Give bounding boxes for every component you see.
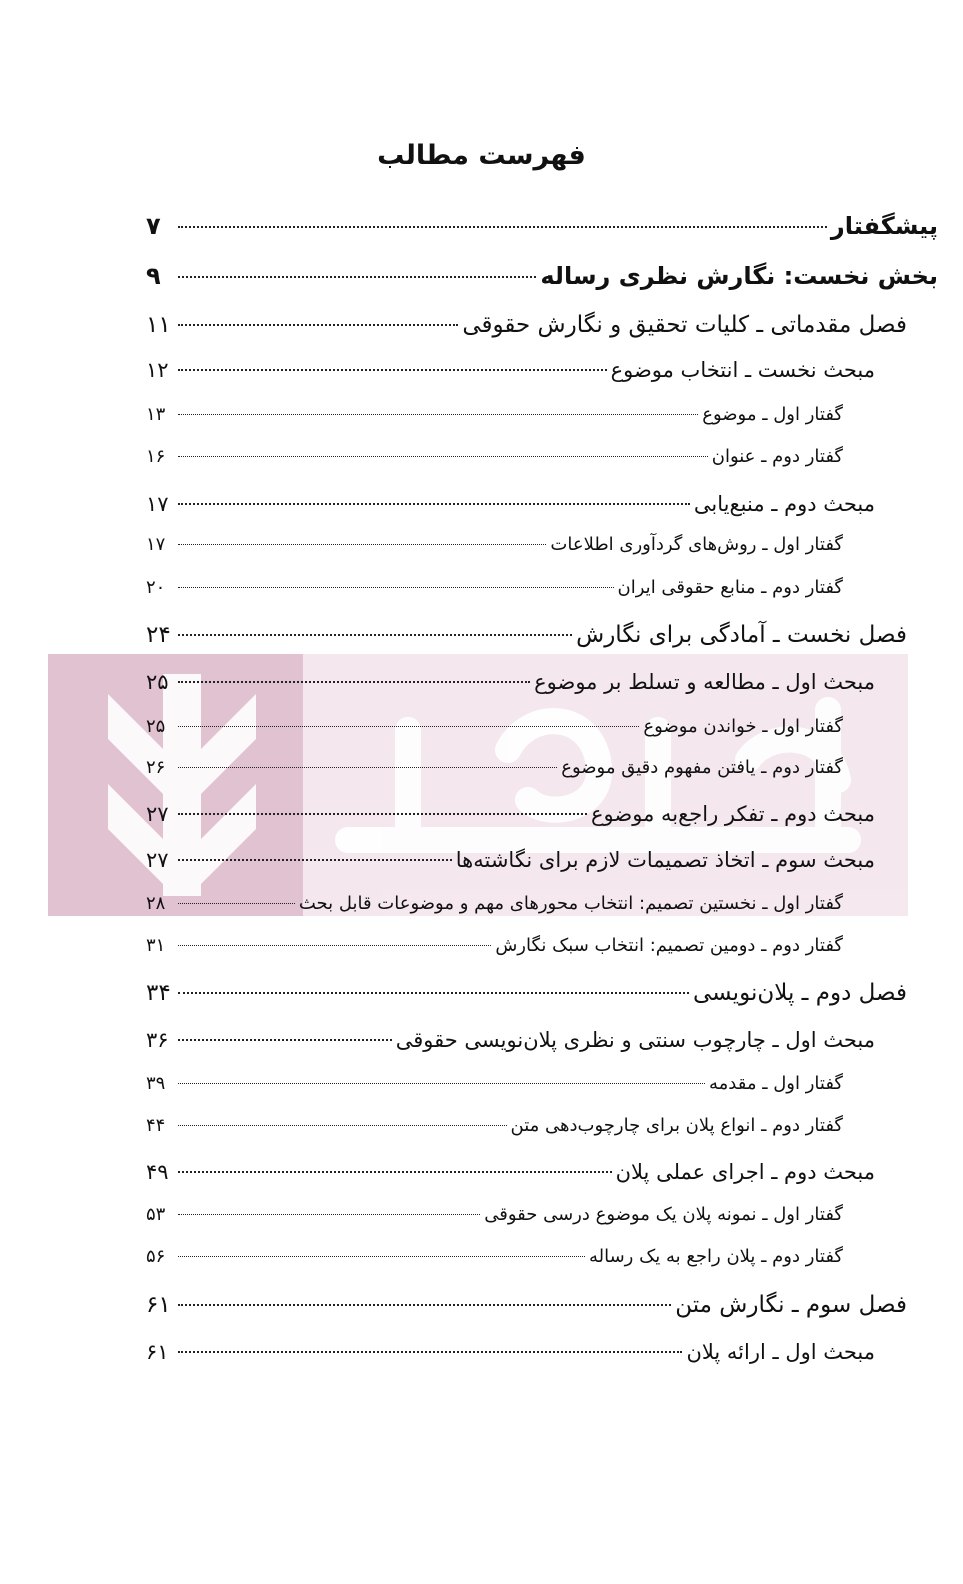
toc-entry[interactable] (146, 1340, 875, 1364)
toc-entry-page: ۳۴ (146, 980, 171, 1006)
toc-entry-page: ۲۸ (146, 893, 166, 914)
dot-leader (178, 681, 530, 683)
dot-leader (178, 859, 452, 861)
dot-leader (178, 414, 698, 415)
toc-entry-title: مبحث اول ـ چارچوب سنتی و نظری پلان‌نویسی حقوقی (395, 1028, 875, 1052)
toc-entry-title: گفتار دوم ـ پلان راجع به یک رساله (588, 1246, 843, 1267)
toc-entry-page: ۱۳ (146, 404, 166, 425)
dot-leader (178, 544, 546, 545)
toc-entry[interactable] (146, 1028, 875, 1052)
toc-entry-page: ۱۲ (146, 358, 169, 382)
toc-entry-title: گفتار دوم ـ یافتن مفهوم دقیق موضوع (561, 757, 843, 778)
toc-entry[interactable] (146, 980, 907, 1006)
toc-entry-page: ۲۴ (146, 622, 171, 648)
toc-entry-page: ۱۶ (146, 446, 166, 467)
toc-entry[interactable] (146, 534, 843, 555)
dot-leader (178, 1039, 392, 1041)
toc-entry-page: ۲۵ (146, 670, 169, 694)
toc-entry-page: ۶۱ (146, 1292, 171, 1318)
toc-entry-page: ۵۳ (146, 1204, 166, 1225)
dot-leader (178, 813, 587, 815)
toc-entry-title: گفتار اول ـ مقدمه (709, 1073, 843, 1094)
toc-entry-page: ۲۵ (146, 716, 166, 737)
toc-entry-page: ۱۷ (146, 492, 169, 516)
toc-entry-page: ۷ (146, 212, 161, 240)
toc-entry-title: گفتار دوم ـ دومین تصمیم: انتخاب سبک نگارش (495, 935, 843, 956)
toc-entry-page: ۲۷ (146, 802, 169, 826)
dot-leader (178, 1351, 682, 1353)
dot-leader (178, 945, 491, 946)
toc-entry-title: بخش نخست: نگارش نظری رساله (540, 262, 938, 290)
dot-leader (178, 1214, 480, 1215)
dot-leader (178, 1083, 705, 1084)
dot-leader (178, 456, 708, 457)
toc-entry-title: مبحث دوم ـ منبع‌یابی (693, 492, 875, 516)
toc-entry-title: مبحث دوم ـ تفکر راجع‌به موضوع (591, 802, 875, 826)
dot-leader (178, 767, 557, 768)
dot-leader (178, 503, 690, 505)
toc-entry-title: مبحث اول ـ مطالعه و تسلط بر موضوع (534, 670, 875, 694)
toc-entry-title: مبحث دوم ـ اجرای عملی پلان (615, 1160, 875, 1184)
toc-entry-title: فصل نخست ـ آمادگی برای نگارش (576, 622, 907, 648)
toc-entry-title: گفتار اول ـ روش‌های گردآوری اطلاعات (550, 534, 843, 555)
toc-entry-page: ۲۶ (146, 757, 166, 778)
toc-entry[interactable] (146, 893, 843, 914)
dot-leader (178, 1171, 612, 1173)
toc-entry-title: گفتار اول ـ نمونه پلان یک موضوع درسی حقوقی (484, 1204, 843, 1225)
toc-entry-title: فصل سوم ـ نگارش متن (675, 1292, 907, 1318)
toc-entry[interactable] (146, 1292, 907, 1318)
toc-entry-page: ۴۹ (146, 1160, 169, 1184)
toc-entry[interactable] (146, 446, 843, 467)
toc-entry-title: فصل مقدماتی ـ کلیات تحقیق و نگارش حقوقی (462, 312, 907, 338)
toc-entry[interactable] (146, 1073, 843, 1094)
toc-entry[interactable] (146, 358, 875, 382)
toc-entry-title: گفتار دوم ـ منابع حقوقی ایران (617, 577, 843, 598)
toc-entry-page: ۲۷ (146, 848, 169, 872)
toc-entry[interactable] (146, 1246, 843, 1267)
toc-entry[interactable] (146, 935, 843, 956)
toc-entry-title: مبحث اول ـ ارائه پلان (686, 1340, 875, 1364)
toc-entry-page: ۳۶ (146, 1028, 169, 1052)
dot-leader (178, 1304, 671, 1306)
toc-entry-page: ۳۹ (146, 1073, 166, 1094)
toc-entry-page: ۹ (146, 262, 161, 290)
toc-entry[interactable] (146, 757, 843, 778)
toc-entry[interactable] (146, 404, 843, 425)
toc-entry[interactable] (146, 1160, 875, 1184)
dot-leader (178, 726, 639, 727)
toc-entry[interactable] (146, 802, 875, 826)
dot-leader (178, 1256, 585, 1257)
dot-leader (178, 226, 827, 228)
toc-entry-page: ۴۴ (146, 1115, 166, 1136)
toc-entry-page: ۱۱ (146, 312, 171, 338)
toc-entry[interactable] (146, 1115, 843, 1136)
toc-entry-page: ۵۶ (146, 1246, 166, 1267)
dot-leader (178, 634, 572, 636)
toc-entry-page: ۲۰ (146, 577, 166, 598)
dot-leader (178, 1125, 507, 1126)
dot-leader (178, 903, 295, 904)
toc-entry[interactable] (146, 212, 938, 240)
toc-entry[interactable] (146, 716, 843, 737)
page-title: فهرست مطالب (377, 140, 586, 171)
toc-entry-title: گفتار اول ـ موضوع (702, 404, 843, 425)
toc-entry-title: گفتار اول ـ خواندن موضوع (643, 716, 843, 737)
toc-entry[interactable] (146, 622, 907, 648)
dot-leader (178, 324, 458, 326)
toc-entry-title: گفتار دوم ـ انواع پلان برای چارچوب‌دهی متن (510, 1115, 843, 1136)
toc-entry-title: مبحث نخست ـ انتخاب موضوع (610, 358, 875, 382)
dot-leader (178, 276, 536, 278)
toc-entry-title: مبحث سوم ـ اتخاذ تصمیمات لازم برای نگاشته‌ها (455, 848, 875, 872)
toc-entry[interactable] (146, 492, 875, 516)
toc-entry-title: فصل دوم ـ پلان‌نویسی (692, 980, 907, 1006)
toc-entry-title: پیشگفتار (830, 212, 938, 240)
toc-entry-page: ۶۱ (146, 1340, 169, 1364)
toc-entry[interactable] (146, 577, 843, 598)
toc-entry-title: گفتار دوم ـ عنوان (711, 446, 843, 467)
toc-entry-page: ۱۷ (146, 534, 166, 555)
toc-entry[interactable] (146, 670, 875, 694)
dot-leader (178, 992, 689, 994)
dot-leader (178, 587, 614, 588)
toc-entry[interactable] (146, 848, 875, 872)
toc-entry[interactable] (146, 312, 907, 338)
toc-entry[interactable] (146, 262, 938, 290)
toc-entry-page: ۳۱ (146, 935, 166, 956)
dot-leader (178, 369, 607, 371)
toc-entry[interactable] (146, 1204, 843, 1225)
toc-entry-title: گفتار اول ـ نخستین تصمیم: انتخاب محورهای مهم و موضوعات قابل بحث (298, 893, 843, 914)
